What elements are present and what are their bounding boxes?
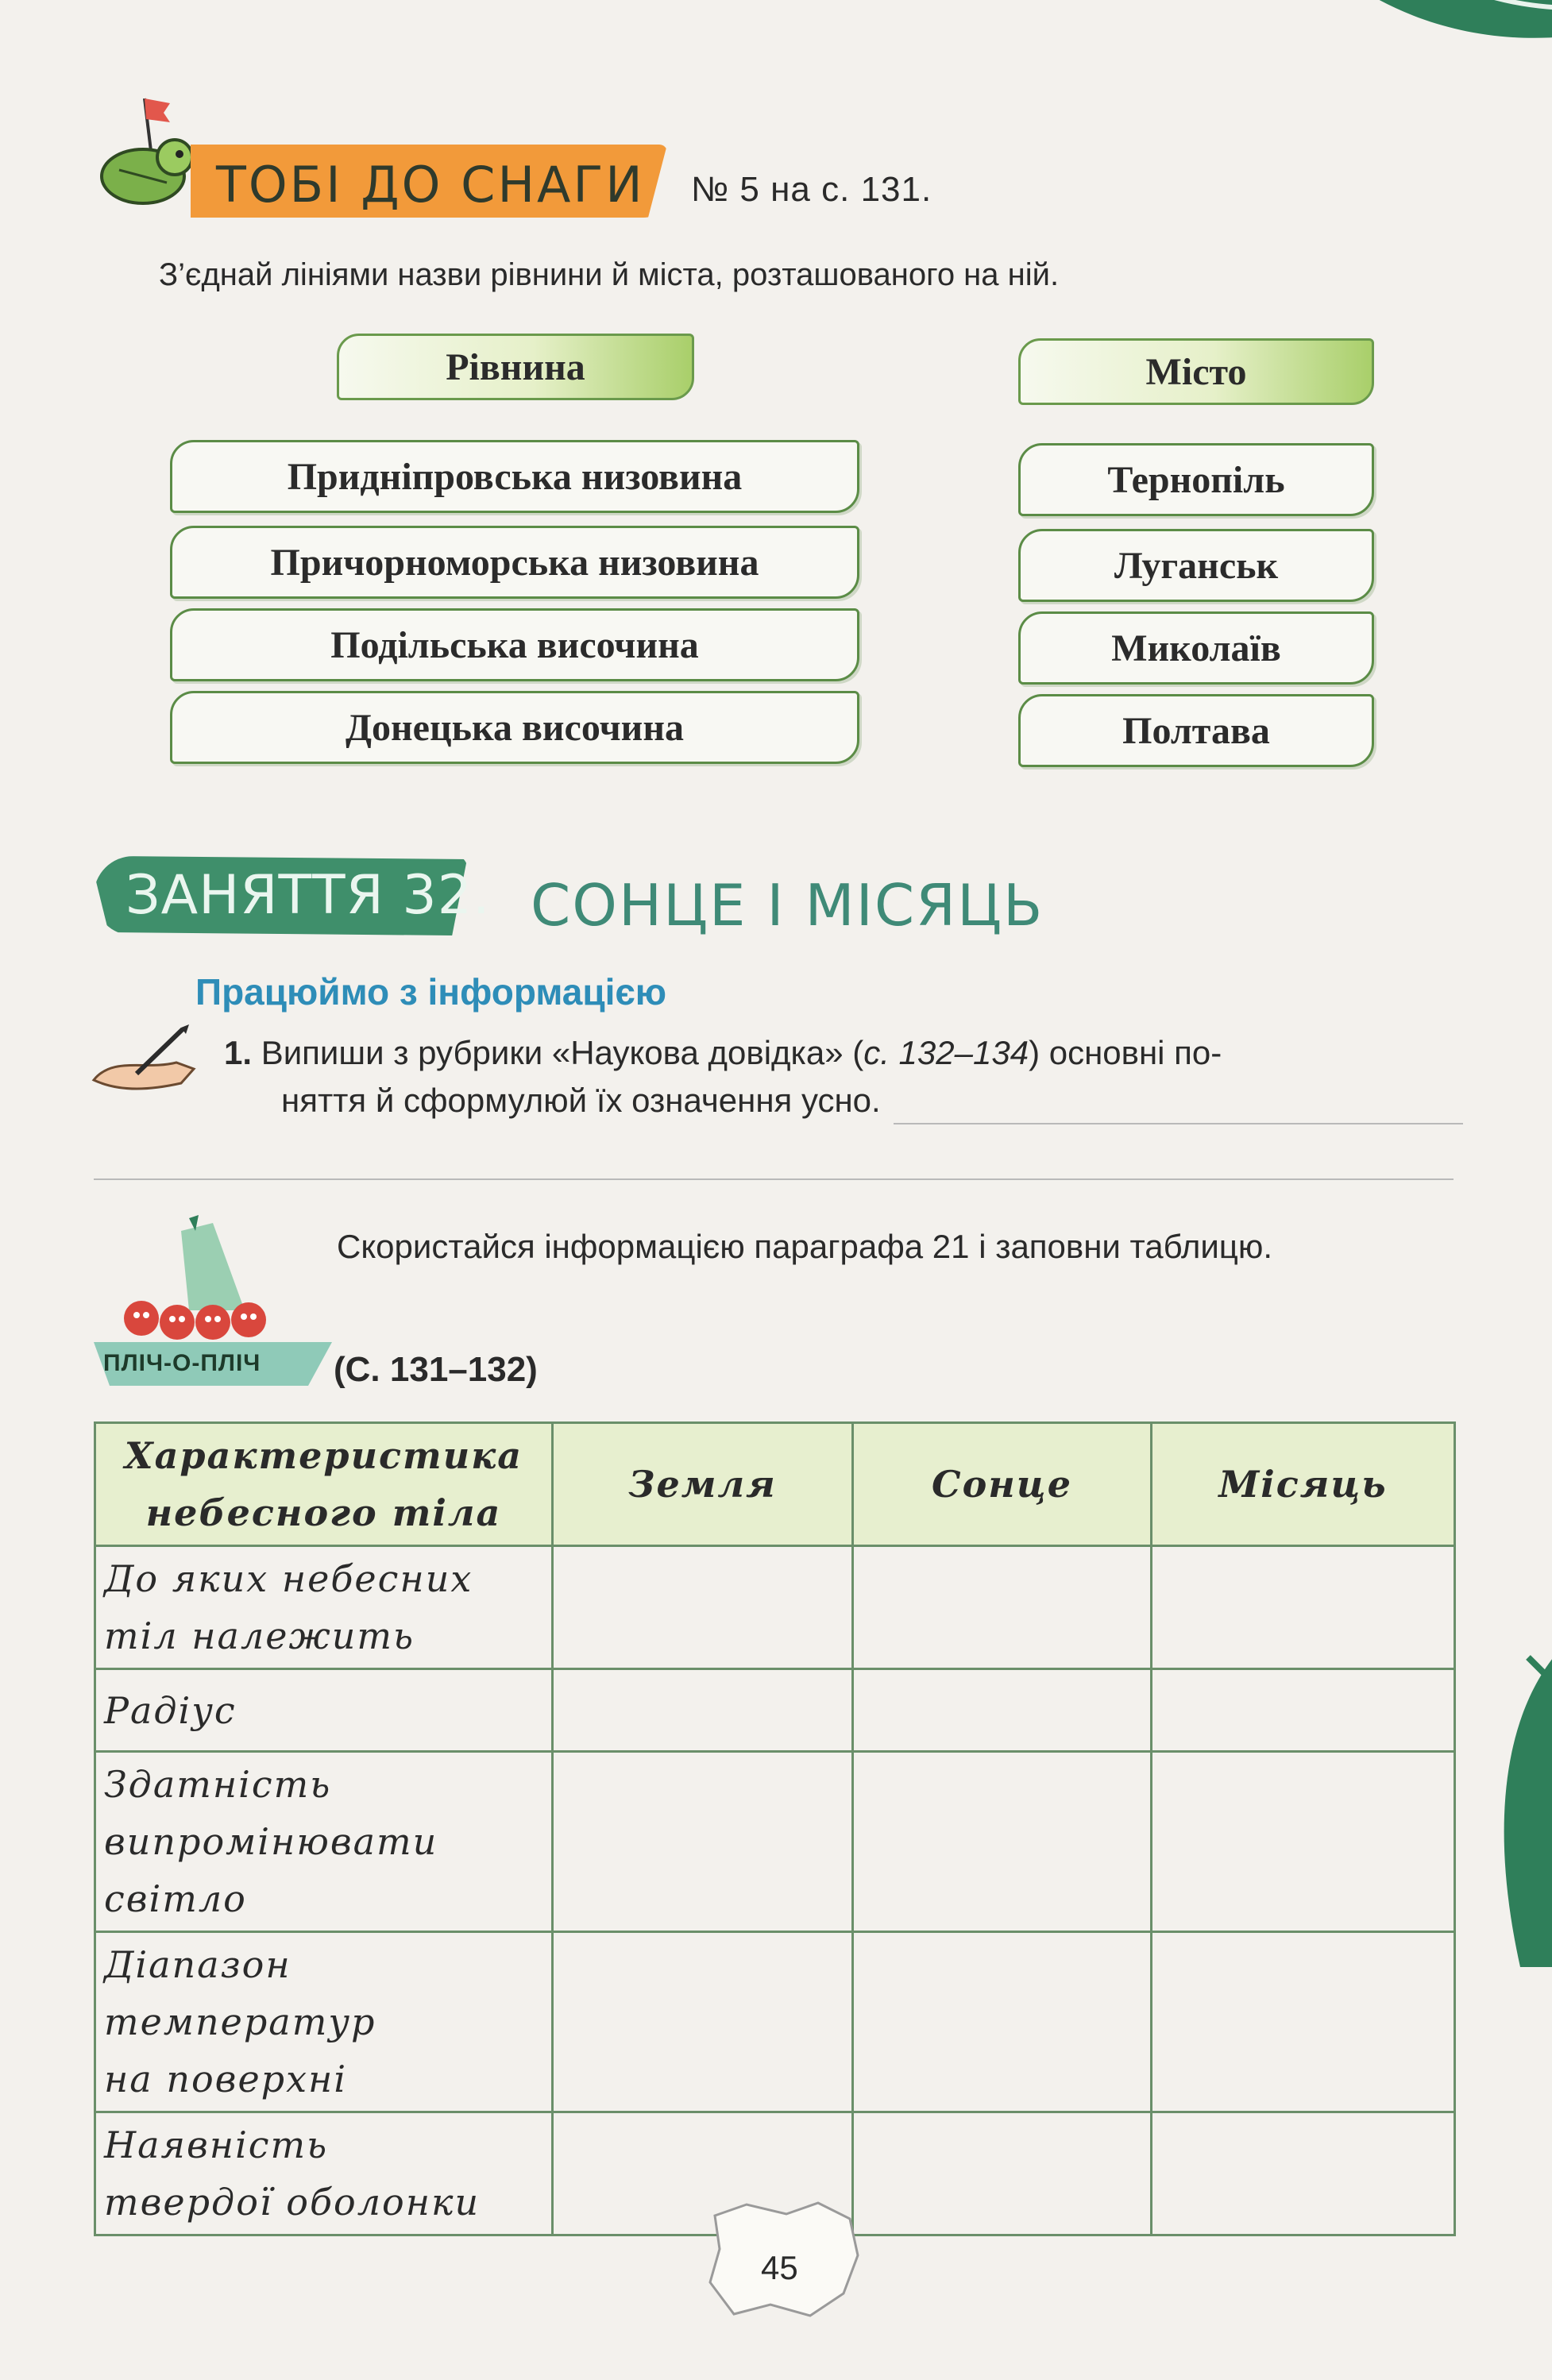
plain-item-label: Причорноморська низовина (270, 541, 759, 584)
plain-item-label: Донецька височина (346, 706, 684, 749)
lesson-number: ЗАНЯТТЯ 32. (125, 864, 491, 927)
plain-item[interactable] (170, 440, 859, 513)
exercise-1 (224, 1029, 1463, 1124)
answer-cell[interactable] (1152, 1932, 1455, 2112)
city-item-label: Луганськ (1114, 544, 1279, 587)
plain-header-box (337, 334, 694, 400)
exercise-2-instruction: Скористайся інформацією параграфа 21 і заповни таблицю. (337, 1228, 1273, 1265)
plain-item-label: Подільська височина (330, 623, 699, 666)
answer-cell[interactable] (853, 2112, 1152, 2235)
plain-header-label: Рівнина (446, 345, 585, 388)
answer-cell[interactable] (853, 1752, 1152, 1932)
answer-cell[interactable] (553, 1546, 853, 1669)
plain-item[interactable] (170, 691, 859, 764)
city-item[interactable] (1018, 443, 1374, 516)
ship-icon-label: ПЛІЧ-О-ПЛІЧ (103, 1350, 261, 1376)
city-header-label: Місто (1145, 350, 1247, 393)
matching-instruction: З’єднай лініями назви рівнини й міста, розташованого на ній. (159, 257, 1060, 292)
leaf-decoration-icon (1266, 0, 1552, 71)
answer-cell[interactable] (853, 1932, 1152, 2112)
column-header: Місяць (1152, 1423, 1455, 1546)
banner-label: ТОБІ ДО СНАГИ (216, 156, 645, 214)
lesson-title: СОНЦЕ І МІСЯЦЬ (531, 872, 1044, 939)
plain-item[interactable] (170, 526, 859, 599)
row-header: Діапазон температур на поверхні (95, 1932, 553, 2112)
exercise-1-text-c: няття й сформулюй їх означення усно. (281, 1082, 881, 1119)
exercise-1-line-2 (224, 1077, 1463, 1124)
exercise-1-line-1 (224, 1029, 1463, 1077)
task-reference: № 5 на с. 131. (691, 170, 932, 209)
row-header: Наявність твердої оболонки (95, 2112, 553, 2235)
city-item-label: Тернопіль (1107, 458, 1285, 501)
answer-cell[interactable] (553, 1752, 853, 1932)
page-number: 45 (761, 2249, 798, 2286)
answer-cell[interactable] (1152, 1752, 1455, 1932)
answer-line[interactable] (894, 1091, 1463, 1124)
city-header-box (1018, 338, 1374, 405)
writing-hand-icon (89, 1024, 200, 1096)
exercise-1-text-b: ) основні по- (1029, 1034, 1222, 1071)
plain-item-label: Придніпровська низовина (287, 455, 743, 498)
leaf-decoration-icon (1488, 1649, 1552, 1967)
city-item[interactable] (1018, 529, 1374, 602)
column-header: Сонце (853, 1423, 1152, 1546)
table-row (95, 1669, 1455, 1752)
answer-cell[interactable] (853, 1546, 1152, 1669)
exercise-2-pages: (С. 131–132) (334, 1350, 538, 1389)
answer-line[interactable] (94, 1144, 1454, 1180)
city-item[interactable] (1018, 611, 1374, 685)
city-item-label: Миколаїв (1111, 627, 1281, 669)
exercise-1-text-a: Випиши з рубрики «Наукова довідка» ( (261, 1034, 864, 1071)
column-header: Характеристика небесного тіла (95, 1423, 553, 1546)
answer-cell[interactable] (1152, 2112, 1455, 2235)
table-row (95, 1932, 1455, 2112)
answer-cell[interactable] (1152, 1546, 1455, 1669)
table-header-row (95, 1423, 1455, 1546)
table-row (95, 1546, 1455, 1669)
exercise-1-number: 1. (224, 1034, 253, 1071)
table-row (95, 1752, 1455, 1932)
characteristics-table (94, 1421, 1456, 2236)
city-item[interactable] (1018, 694, 1374, 767)
row-header: Радіус (95, 1669, 553, 1752)
answer-cell[interactable] (553, 1669, 853, 1752)
answer-cell[interactable] (1152, 1669, 1455, 1752)
row-header: Здатність випромінювати світло (95, 1752, 553, 1932)
exercise-1-pages: с. 132–134 (863, 1034, 1029, 1071)
answer-cell[interactable] (553, 1932, 853, 2112)
row-header: До яких небесних тіл належить (95, 1546, 553, 1669)
section-heading: Працюймо з інформацією (195, 971, 667, 1013)
column-header: Земля (553, 1423, 853, 1546)
plain-item[interactable] (170, 608, 859, 681)
answer-cell[interactable] (853, 1669, 1152, 1752)
city-item-label: Полтава (1122, 709, 1270, 752)
